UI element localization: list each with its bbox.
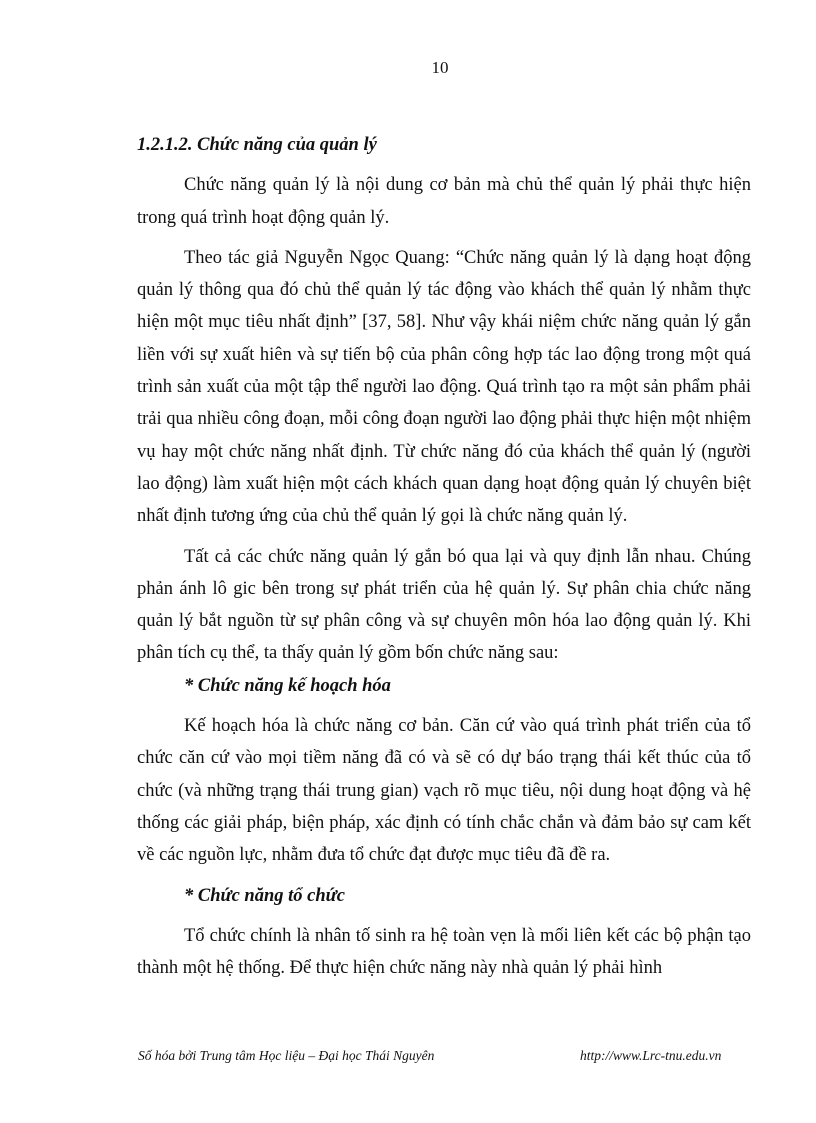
section-heading: 1.2.1.2. Chức năng của quản lý (137, 135, 377, 155)
paragraph-intro: Chức năng quản lý là nội dung cơ bản mà chủ thể quản lý phải thực hiện trong quá trình hoạt động quản lý. (137, 175, 751, 228)
paragraph-definition: Theo tác giả Nguyễn Ngọc Quang: “Chức năng quản lý là dạng hoạt động quản lý thông qua đó chủ thể quản lý tác động vào khách thể quản lý nhằm thực hiện một mục tiêu nhất định” [37, 58]. Như vậy khái niệm chức năng quản lý gắn liền với sự xuất hiên và sự tiến bộ của phân công hợp tác lao động trong một quá trình sản xuất của một tập thể người lao động. Quá trình tạo ra một sản phẩm phải trải qua nhiều công đoạn, mỗi công đoạn người lao động phải thực hiện một nhiệm vụ hay một chức năng nhất định. Từ chức năng đó của khách thể quản lý (người lao động) làm xuất hiện một cách khách quan dạng hoạt động quản lý chuyên biệt nhất định tương ứng của chủ thể quản lý gọi là chức năng quản lý. (137, 247, 751, 527)
footer-source: Số hóa bởi Trung tâm Học liệu – Đại học Thái Nguyên (138, 1048, 435, 1063)
page-body (137, 129, 751, 984)
paragraph-planning: Kế hoạch hóa là chức năng cơ bản. Căn cứ vào quá trình phát triển của tổ chức căn cứ vào mọi tiềm năng đã có và sẽ có dự báo trạng thái kết thúc của tổ chức (và những trạng thái trung gian) vạch rõ mục tiêu, nội dung hoạt động và hệ thống các giải pháp, biện pháp, xác định có tính chắc chắn và đảm bảo sự cam kết về các nguồn lực, nhằm đưa tổ chức đạt được mục tiêu đã đề ra. (137, 716, 751, 866)
paragraph-organizing: Tổ chức chính là nhân tố sinh ra hệ toàn vẹn là mối liên kết các bộ phận tạo thành một hệ thống. Để thực hiện chức năng này nhà quản lý phải hình (137, 925, 751, 979)
subheading-organizing: * Chức năng tổ chức (184, 885, 345, 906)
footer-url: http://www.Lrc-tnu.edu.vn (580, 1048, 722, 1063)
paragraph-functions-overview: Tất cả các chức năng quản lý gắn bó qua lại và quy định lẫn nhau. Chúng phản ánh lô gic bên trong sự phát triển của hệ quản lý. Sự phân chia chức năng quản lý bắt nguồn từ sự phân công và sự chuyên môn hóa lao động quản lý. Khi phân tích cụ thể, ta thấy quản lý gồm bốn chức năng sau: (137, 546, 751, 664)
subheading-planning: * Chức năng kế hoạch hóa (184, 675, 391, 696)
page-number: 10 (431, 58, 449, 77)
